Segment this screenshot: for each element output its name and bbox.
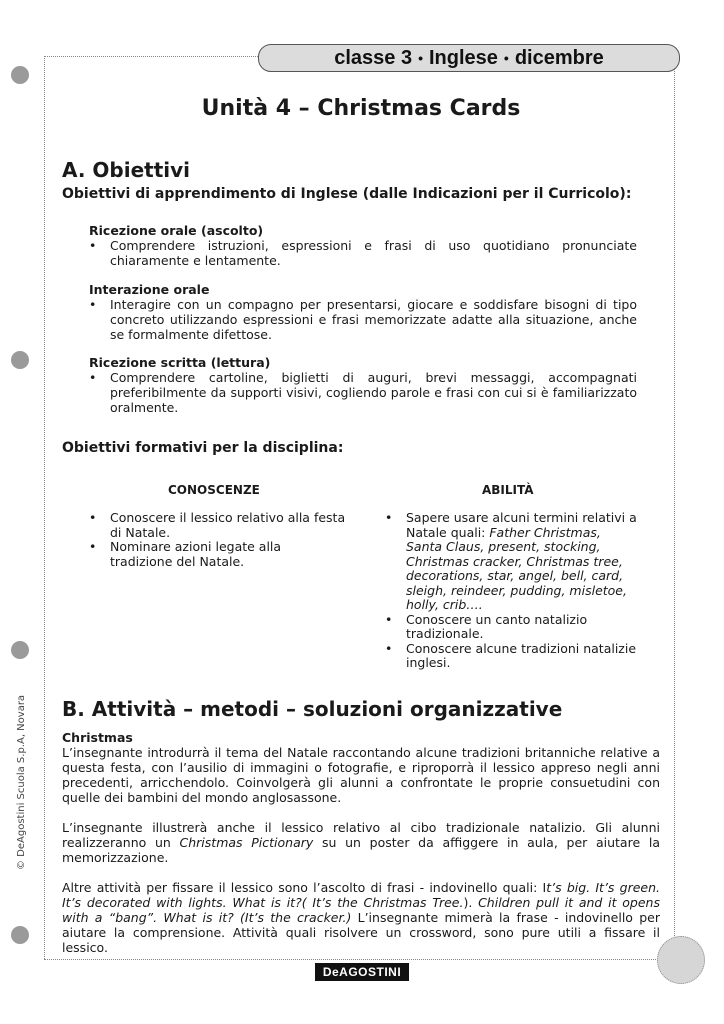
header-subject: Inglese [429,46,498,69]
page-title: Unità 4 – Christmas Cards [201,96,521,121]
abilita-heading: ABILITÀ [482,483,534,497]
christmas-terms: Father Christmas, Santa Claus, present, stocking, Christmas cracker, Christmas tree, decorations, star, angel, bell, card, sleigh, reindeer, pudding, misletoe, holly, crib…. [406,524,627,612]
paragraph-text: L’insegnante illustrerà anche il lessico relativo al cibo tradizionale natalizio. Gli alunni realizzeranno un [62,820,660,850]
pictionary-term: Christmas Pictionary [179,835,314,850]
frame-border-right [674,68,675,938]
abilita-list [385,511,638,671]
objective-group [89,355,637,415]
objective-group-title: Ricezione orale (ascolto) [89,223,264,238]
frame-border-top [44,56,260,57]
paragraph-text: ). [463,895,479,910]
binder-hole [11,926,29,944]
header-class: classe 3 [334,46,413,69]
paragraph [62,820,660,865]
copyright-text: © DeAgostini Scuola S.p.A, Novara [16,694,27,870]
list-item: • Conoscere alcune tradizioni natalizie inglesi. [385,642,638,671]
objective-group [89,223,637,268]
paragraph: L’insegnante introdurrà il tema del Natale raccontando alcune tradizioni britanniche relative a questa festa, con l’ausilio di immagini o fotografie, e riproporrà il lessico appreso negli anni precedenti, arricchendolo. Coinvolgerà gli alunni a confrontate le proprie consuetudini con quelle dei bambini del mondo anglosassone. [62,745,660,805]
formative-objectives-heading: Obiettivi formativi per la disciplina: [62,440,344,456]
bullet-separator-icon: • [418,50,423,66]
section-b-body [62,730,660,970]
section-b-heading: B. Attività – metodi – soluzioni organizzative [62,697,563,721]
section-a-subheading: Obiettivi di apprendimento di Inglese (dalle Indicazioni per il Curricolo): [62,186,632,202]
deagostini-logo: DeAGOSTINI [315,963,409,981]
objective-item: • Comprendere istruzioni, espressioni e frasi di uso quotidiano pronunciate chiaramente e lentamente. [89,238,637,268]
header-month: dicembre [514,46,604,69]
list-item: • Conoscere il lessico relativo alla festa di Natale. [89,511,347,540]
list-item [385,511,638,613]
paragraph-text: Altre attività per fissare il lessico sono l’ascolto di frasi - indovinello quali: I [62,880,547,895]
binder-hole [11,66,29,84]
objective-group-title: Interazione orale [89,282,210,297]
frame-border-left [44,56,45,959]
list-item: • Nominare azioni legate alla tradizione del Natale. [89,540,347,569]
section-a-heading: A. Obiettivi [62,158,191,182]
corner-circle-decoration [657,936,705,984]
abilita-item-text: Sapere usare alcuni termini relativi a Natale quali: [406,510,637,540]
objective-item: • Interagire con un compagno per presentarsi, giocare e soddisfare bisogni di tipo concreto utilizzando espressioni e frasi memorizzate adatte alla situazione, anche se formalmente difettose. [89,297,637,342]
paragraph [62,880,660,955]
list-item: • Conoscere un canto natalizio tradizionale. [385,613,638,642]
header-pill [258,44,680,72]
section-b-subheading: Christmas [62,730,133,745]
paragraph-text: su un poster da affiggere in aula, per aiutare la memorizzazione. [62,835,660,865]
paragraph-text: L’insegnante mimerà la frase - indovinello per aiutare la comprensione. Attività quali risolvere un crossword, sono pure utili a fissare il lessico. [62,910,660,955]
riddle-text: t’s big. It’s green. It’s decorated with lights. What is it?( It’s the Christmas Tree. [62,880,661,910]
riddle-text: Children pull it and it opens with a “bang”. What is it? (It’s the cracker.) [62,895,660,925]
conoscenze-heading: CONOSCENZE [168,483,260,497]
objective-group [89,282,637,342]
binder-hole [11,351,29,369]
objective-item: • Comprendere cartoline, biglietti di auguri, brevi messaggi, accompagnati preferibilmente da supporti visivi, cogliendo parole e frasi con cui si è familiarizzato oralmente. [89,370,637,415]
conoscenze-list [89,511,347,569]
bullet-separator-icon: • [503,50,509,66]
objective-group-title: Ricezione scritta (lettura) [89,355,271,370]
